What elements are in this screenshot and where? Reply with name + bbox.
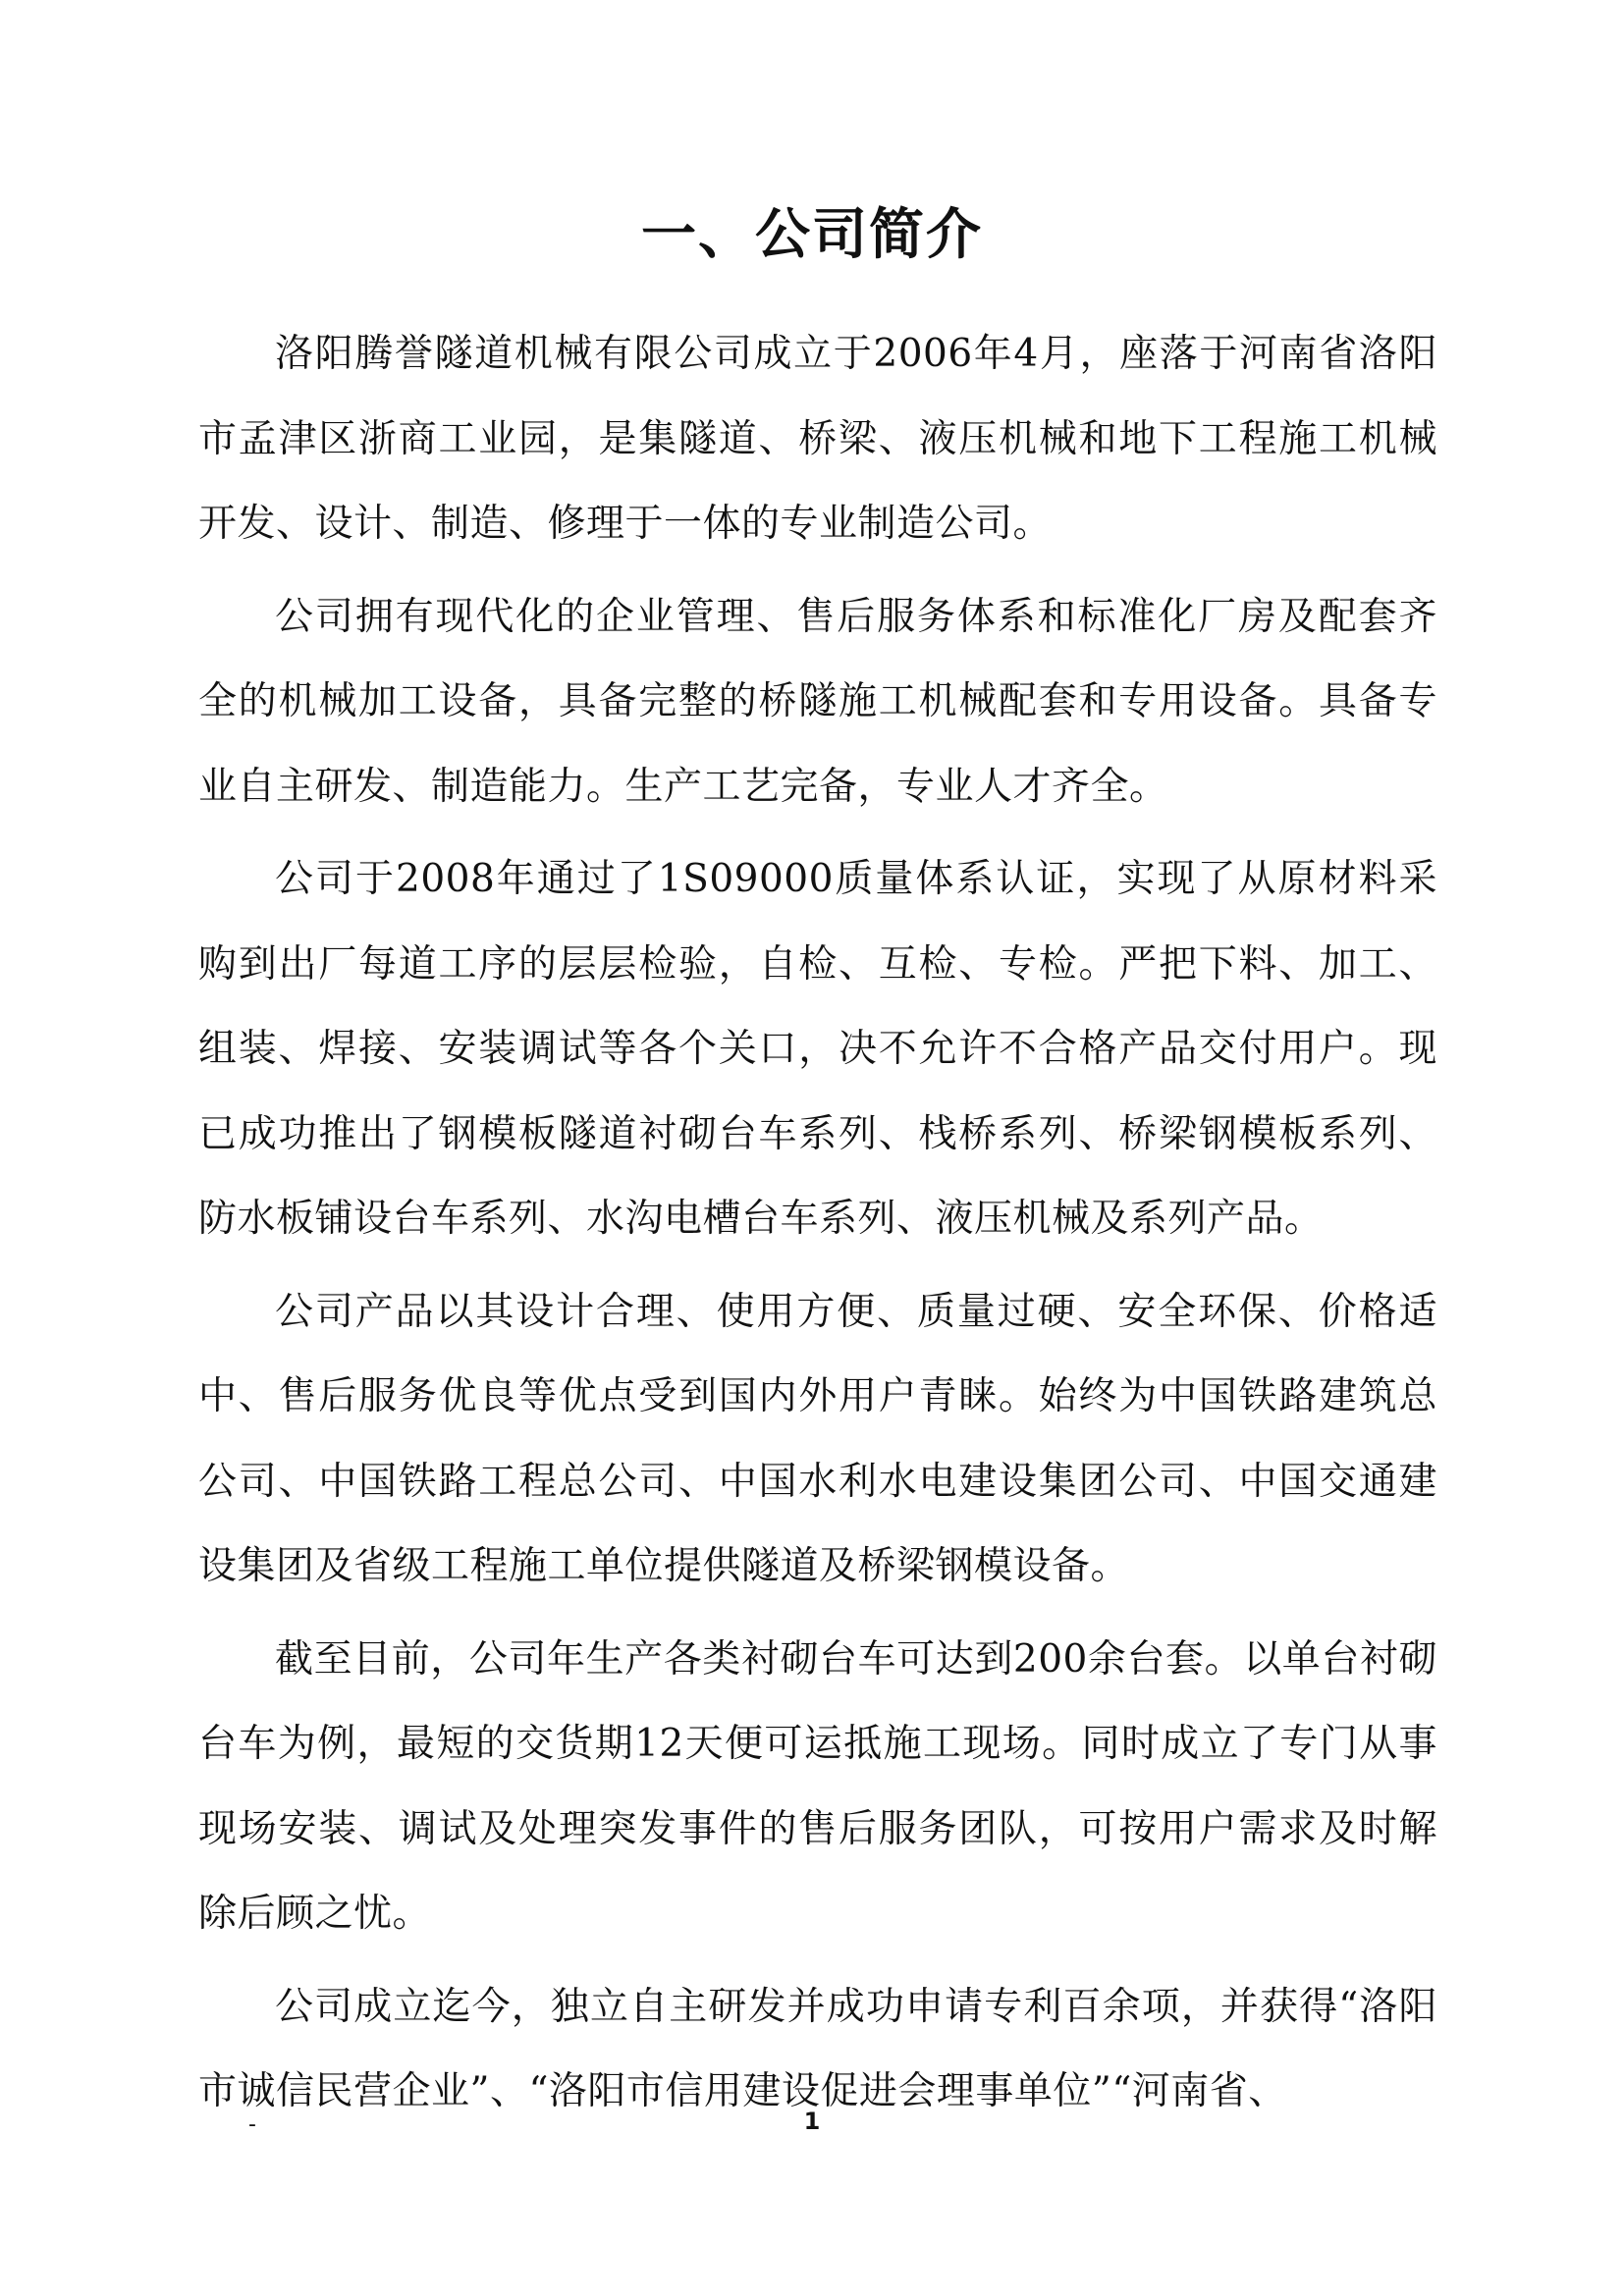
paragraph-management-equipment: 公司拥有现代化的企业管理、售后服务体系和标准化厂房及配套齐全的机械加工设备，具备完整的桥隧施工机械配套和专用设备。具备专业自主研发、制造能力。生产工艺完备，专业人才齐全。 xyxy=(198,594,1437,809)
footer-mark: - xyxy=(248,2112,256,2137)
document-body xyxy=(198,312,1437,2143)
page-title: 一、公司简介 xyxy=(641,203,983,267)
paragraph-product-reputation: 公司产品以其设计合理、使用方便、质量过硬、安全环保、价格适中、售后服务优良等优点受到国内外用户青睐。始终为中国铁路建筑总公司、中国铁路工程总公司、中国水利水电建设集团公司、中国交通建设集团及省级工程施工单位提供隧道及桥梁钢模设备。 xyxy=(198,1289,1437,1588)
paragraph-patents-honors: 公司成立迄今，独立自主研发并成功申请专利百余项，并获得“洛阳市诚信民营企业”、“洛阳市信用建设促进会理事单位”“河南省、 xyxy=(198,1984,1437,2113)
paragraph-quality-certification: 公司于2008年通过了1S09000质量体系认证，实现了从原材料采购到出厂每道工序的层层检验，自检、互检、专检。严把下料、加工、组装、焊接、安装调试等各个关口，决不允许不合格产品交付用户。现已成功推出了钢模板隧道衬砌台车系列、栈桥系列、桥梁钢模板系列、防水板铺设台车系列、水沟电槽台车系列、液压机械及系列产品。 xyxy=(198,857,1437,1241)
paragraph-production-capacity: 截至目前，公司年生产各类衬砌台车可达到200余台套。以单台衬砌台车为例，最短的交货期12天便可运抵施工现场。同时成立了专门从事现场安装、调试及处理突发事件的售后服务团队，可按用户需求及时解除后顾之忧。 xyxy=(198,1636,1437,1936)
paragraph-company-founding: 洛阳腾誉隧道机械有限公司成立于2006年4月，座落于河南省洛阳市孟津区浙商工业园，是集隧道、桥梁、液压机械和地下工程施工机械开发、设计、制造、修理于一体的专业制造公司。 xyxy=(198,332,1437,546)
page-number: 1 xyxy=(803,2108,821,2135)
